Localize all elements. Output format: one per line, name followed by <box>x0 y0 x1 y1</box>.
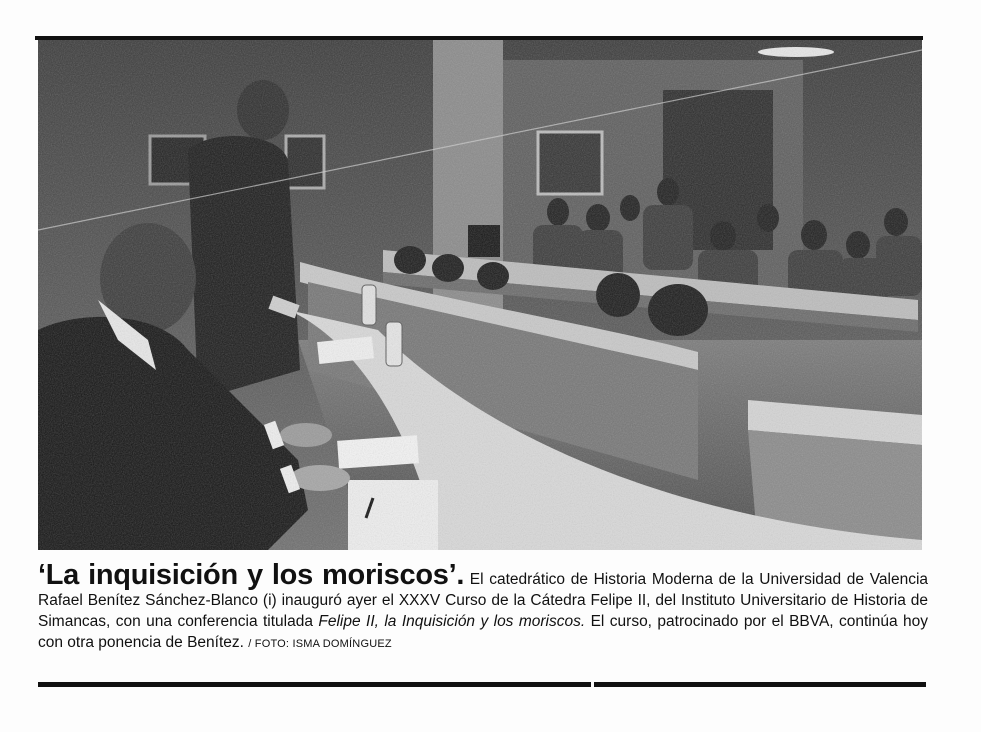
lecture-title: Felipe II, la Inquisición y los moriscos. <box>318 613 586 630</box>
caption-body-part1: El catedrático de Historia Moderna de la Universidad de Valencia Rafael Benítez Sánchez-Blanco (i) inauguró ayer el XXXV Curso de la Cátedra Felipe II, del Instituto Universitario de Historia de Simancas, con una conferencia titulada <box>38 571 929 630</box>
caption-headline: ‘La inquisición y los moriscos’. <box>38 559 465 591</box>
photo-caption <box>38 560 928 655</box>
lecture-photo <box>38 40 922 550</box>
caption-body-part2: El curso, patrocinado por el BBVA, continúa hoy con otra ponencia de Benítez. <box>38 613 929 651</box>
photo-credit: / FOTO: ISMA DOMÍNGUEZ <box>248 638 392 650</box>
bottom-rule <box>38 682 926 687</box>
